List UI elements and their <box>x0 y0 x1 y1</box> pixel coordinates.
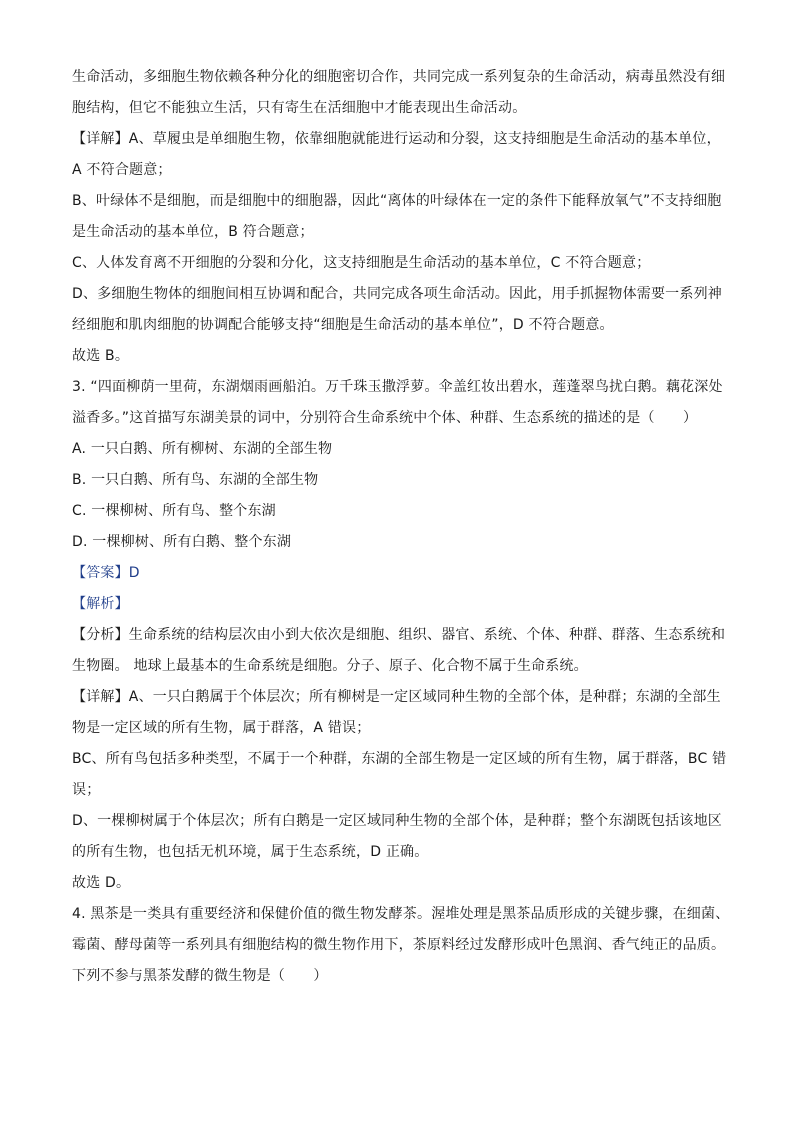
paragraph-line: 误； <box>72 782 101 798</box>
paragraph-line: 胞结构，但它不能独立生活，只有寄生在活细胞中才能表现出生命活动。 <box>72 100 527 116</box>
analysis-line: 【分析】生命系统的结构层次由小到大依次是细胞、组织、器官、系统、个体、种群、群落、生态系统和 <box>72 627 726 643</box>
detail-line: 【详解】A、一只白鹅属于个体层次；所有柳树是一定区域同种生物的全部个体，是种群；东湖的全部生 <box>72 689 721 705</box>
question-3-stem: 溢香多。”这首描写东湖美景的词中，分别符合生命系统中个体、种群、生态系统的描述的是（ ） <box>72 410 698 426</box>
paragraph-line: 是生命活动的基本单位，B 符合题意； <box>72 224 314 240</box>
document-page <box>72 62 730 992</box>
conclusion-line: 故选 D。 <box>72 875 131 891</box>
option-b: B. 一只白鹅、所有鸟、东湖的全部生物 <box>72 472 319 488</box>
answer-label: 【答案】D <box>72 565 140 581</box>
explanation-detail-c: C、人体发育离不开细胞的分裂和分化，这支持细胞是生命活动的基本单位，C 不符合题意； <box>72 255 651 271</box>
detail-line: BC、所有鸟包括多种类型，不属于一个种群，东湖的全部生物是一定区域的所有生物，属于群落，BC 错 <box>72 751 727 767</box>
paragraph-line: 物是一定区域的所有生物，属于群落，A 错误； <box>72 720 371 736</box>
paragraph-line: A 不符合题意； <box>72 162 172 178</box>
explanation-detail-a: 【详解】A、草履虫是单细胞生物，依靠细胞就能进行运动和分裂，这支持细胞是生命活动的基本单位， <box>72 131 721 147</box>
paragraph-line: 生命活动，多细胞生物依赖各种分化的细胞密切合作，共同完成一系列复杂的生命活动，病毒虽然没有细 <box>72 69 726 85</box>
question-3-stem: 3. “四面柳荫一里荷，东湖烟雨画船泊。万千珠玉撒浮萝。伞盖红妆出碧水，莲蓬翠鸟扰白鹅。藕花深处 <box>72 379 723 395</box>
option-c: C. 一棵柳树、所有鸟、整个东湖 <box>72 503 276 519</box>
question-4-stem: 下列不参与黑茶发酵的微生物是（ ） <box>72 968 328 984</box>
explanation-detail-b: B、叶绿体不是细胞，而是细胞中的细胞器，因此“离体的叶绿体在一定的条件下能释放氧气”不支持细胞 <box>72 193 722 209</box>
paragraph-line: 的所有生物，也包括无机环境，属于生态系统，D 正确。 <box>72 844 429 860</box>
paragraph-line: 经细胞和肌肉细胞的协调配合能够支持“细胞是生命活动的基本单位”，D 不符合题意。 <box>72 317 614 333</box>
question-4-stem: 4. 黑茶是一类具有重要经济和保健价值的微生物发酵茶。渥堆处理是黑茶品质形成的关键步骤，在细菌、 <box>72 906 730 922</box>
detail-line: D、一棵柳树属于个体层次；所有白鹅是一定区域同种生物的全部个体，是种群；整个东湖既包括该地区 <box>72 813 722 829</box>
option-d: D. 一棵柳树、所有白鹅、整个东湖 <box>72 534 292 550</box>
conclusion-line: 故选 B。 <box>72 348 130 364</box>
question-4-stem: 霉菌、酵母菌等一系列具有细胞结构的微生物作用下，茶原料经过发酵形成叶色黑润、香气纯正的品质。 <box>72 937 726 953</box>
option-a: A. 一只白鹅、所有柳树、东湖的全部生物 <box>72 441 333 457</box>
explanation-detail-d: D、多细胞生物体的细胞间相互协调和配合，共同完成各项生命活动。因此，用手抓握物体需要一系列神 <box>72 286 722 302</box>
analysis-label: 【解析】 <box>72 596 129 612</box>
paragraph-line: 生物圈。 地球上最基本的生命系统是细胞。分子、原子、化合物不属于生命系统。 <box>72 658 588 674</box>
